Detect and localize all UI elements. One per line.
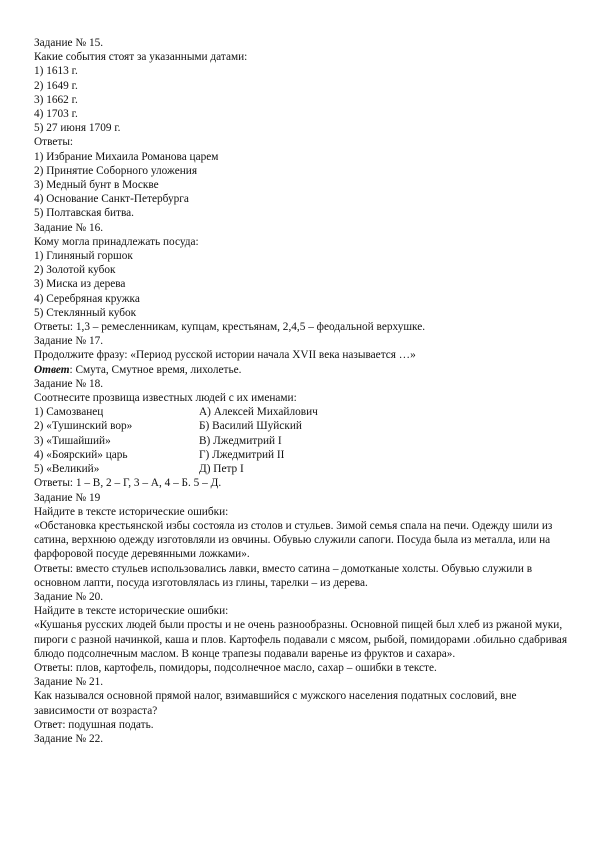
nickname: 3) «Тишайший»	[34, 434, 111, 447]
task-16-question: Кому могла принадлежать посуда:	[34, 235, 199, 248]
answer-item: 4) Основание Санкт-Петербурга	[34, 193, 189, 206]
list-item: 3) Миска из дерева	[34, 278, 126, 291]
task-17-answer	[34, 363, 569, 377]
task-19-title: Задание № 19	[34, 491, 101, 504]
task-20-answer: Ответы: плов, картофель, помидоры, подсолнечное масло, сахар – ошибки в тексте.	[34, 661, 437, 674]
task-17-question: Продолжите фразу: «Период русской истории начала XVII века называется …»	[34, 349, 416, 362]
answer-item: 3) Медный бунт в Москве	[34, 179, 159, 192]
list-item: 2) Золотой кубок	[34, 264, 116, 277]
answer-item: 1) Избрание Михаила Романова царем	[34, 150, 219, 163]
task-17-title: Задание № 17.	[34, 335, 104, 348]
matching-row	[34, 405, 569, 419]
task-21-question: Как назывался основной прямой налог, взимавшийся с мужского населения податных сословий, вне зависимости от возраста?	[34, 690, 517, 717]
answer-item: 5) Полтавская битва.	[34, 207, 135, 220]
person-name: Г) Лжедмитрий II	[199, 448, 285, 461]
task-18-title: Задание № 18.	[34, 377, 104, 390]
date-item: 2) 1649 г.	[34, 79, 78, 92]
task-19-text: «Обстановка крестьянской избы состояла из столов и стульев. Зимой семья спала на печи. Одежду шили из сатина, верхнюю одежду изготовляли из овчины. Обувью служили сапоги. Посуда была из металла, или на фарфоровой посуде деревянными ложками».	[34, 519, 553, 561]
matching-row	[34, 434, 569, 448]
matching-row	[34, 448, 569, 462]
task-19-answer: Ответы: вместо стульев использовались лавки, вместо сатина – домотканые холсты. Обувью служили в основном лапти, посуда изготовлялась из глины, тарелки – из дерева.	[34, 562, 533, 589]
list-item: 4) Серебряная кружка	[34, 292, 140, 305]
task-16-title: Задание № 16.	[34, 221, 104, 234]
nickname: 4) «Боярский» царь	[34, 448, 128, 461]
task-15-title: Задание № 15.	[34, 37, 104, 49]
matching-row	[34, 419, 569, 433]
nickname: 1) Самозванец	[34, 406, 104, 419]
matching-table	[34, 405, 569, 476]
date-item: 1) 1613 г.	[34, 65, 78, 78]
date-item: 4) 1703 г.	[34, 108, 78, 121]
document-page	[34, 36, 569, 746]
task-18-question: Соотнесите прозвища известных людей с их именами:	[34, 392, 297, 405]
person-name: Д) Петр I	[199, 463, 244, 476]
task-20-title: Задание № 20.	[34, 590, 104, 603]
nickname: 5) «Великий»	[34, 463, 100, 476]
task-15-question: Какие события стоят за указанными датами:	[34, 51, 248, 64]
list-item: 1) Глиняный горшок	[34, 250, 133, 263]
person-name: Б) Василий Шуйский	[199, 420, 302, 433]
answer-text: : Смута, Смутное время, лихолетье.	[69, 363, 242, 376]
date-item: 3) 1662 г.	[34, 93, 78, 106]
task-18-answer: Ответы: 1 – В, 2 – Г, 3 – А, 4 – Б. 5 – Д.	[34, 477, 222, 490]
task-19-question: Найдите в тексте исторические ошибки:	[34, 505, 229, 518]
task-16-answer: Ответы: 1,3 – ремесленникам, купцам, крестьянам, 2,4,5 – феодальной верхушке.	[34, 321, 426, 334]
task-21-title: Задание № 21.	[34, 676, 104, 689]
list-item: 5) Стеклянный кубок	[34, 306, 137, 319]
date-item: 5) 27 июня 1709 г.	[34, 122, 121, 135]
task-21-answer: Ответ: подушная подать.	[34, 718, 154, 731]
task-20-question: Найдите в тексте исторические ошибки:	[34, 605, 229, 618]
person-name: В) Лжедмитрий I	[199, 434, 282, 447]
task-20-text: «Кушанья русских людей были просты и не очень разнообразны. Основной пищей был хлеб из ржаной муки, пироги с разной начинкой, каша и плов. Картофель подавали с мясом, рыбой, помидорами .обильно сдабривая блюдо подсолнечным маслом. В конце трапезы подавали варенье из фруктов и сахара».	[34, 619, 568, 660]
task-15-answers-label: Ответы:	[34, 136, 74, 149]
answer-label: Ответ	[34, 363, 70, 376]
answer-item: 2) Принятие Соборного уложения	[34, 164, 198, 177]
matching-row	[34, 462, 569, 476]
person-name: А) Алексей Михайлович	[199, 406, 318, 419]
task-22-title: Задание № 22.	[34, 732, 104, 745]
nickname: 2) «Тушинский вор»	[34, 420, 133, 433]
